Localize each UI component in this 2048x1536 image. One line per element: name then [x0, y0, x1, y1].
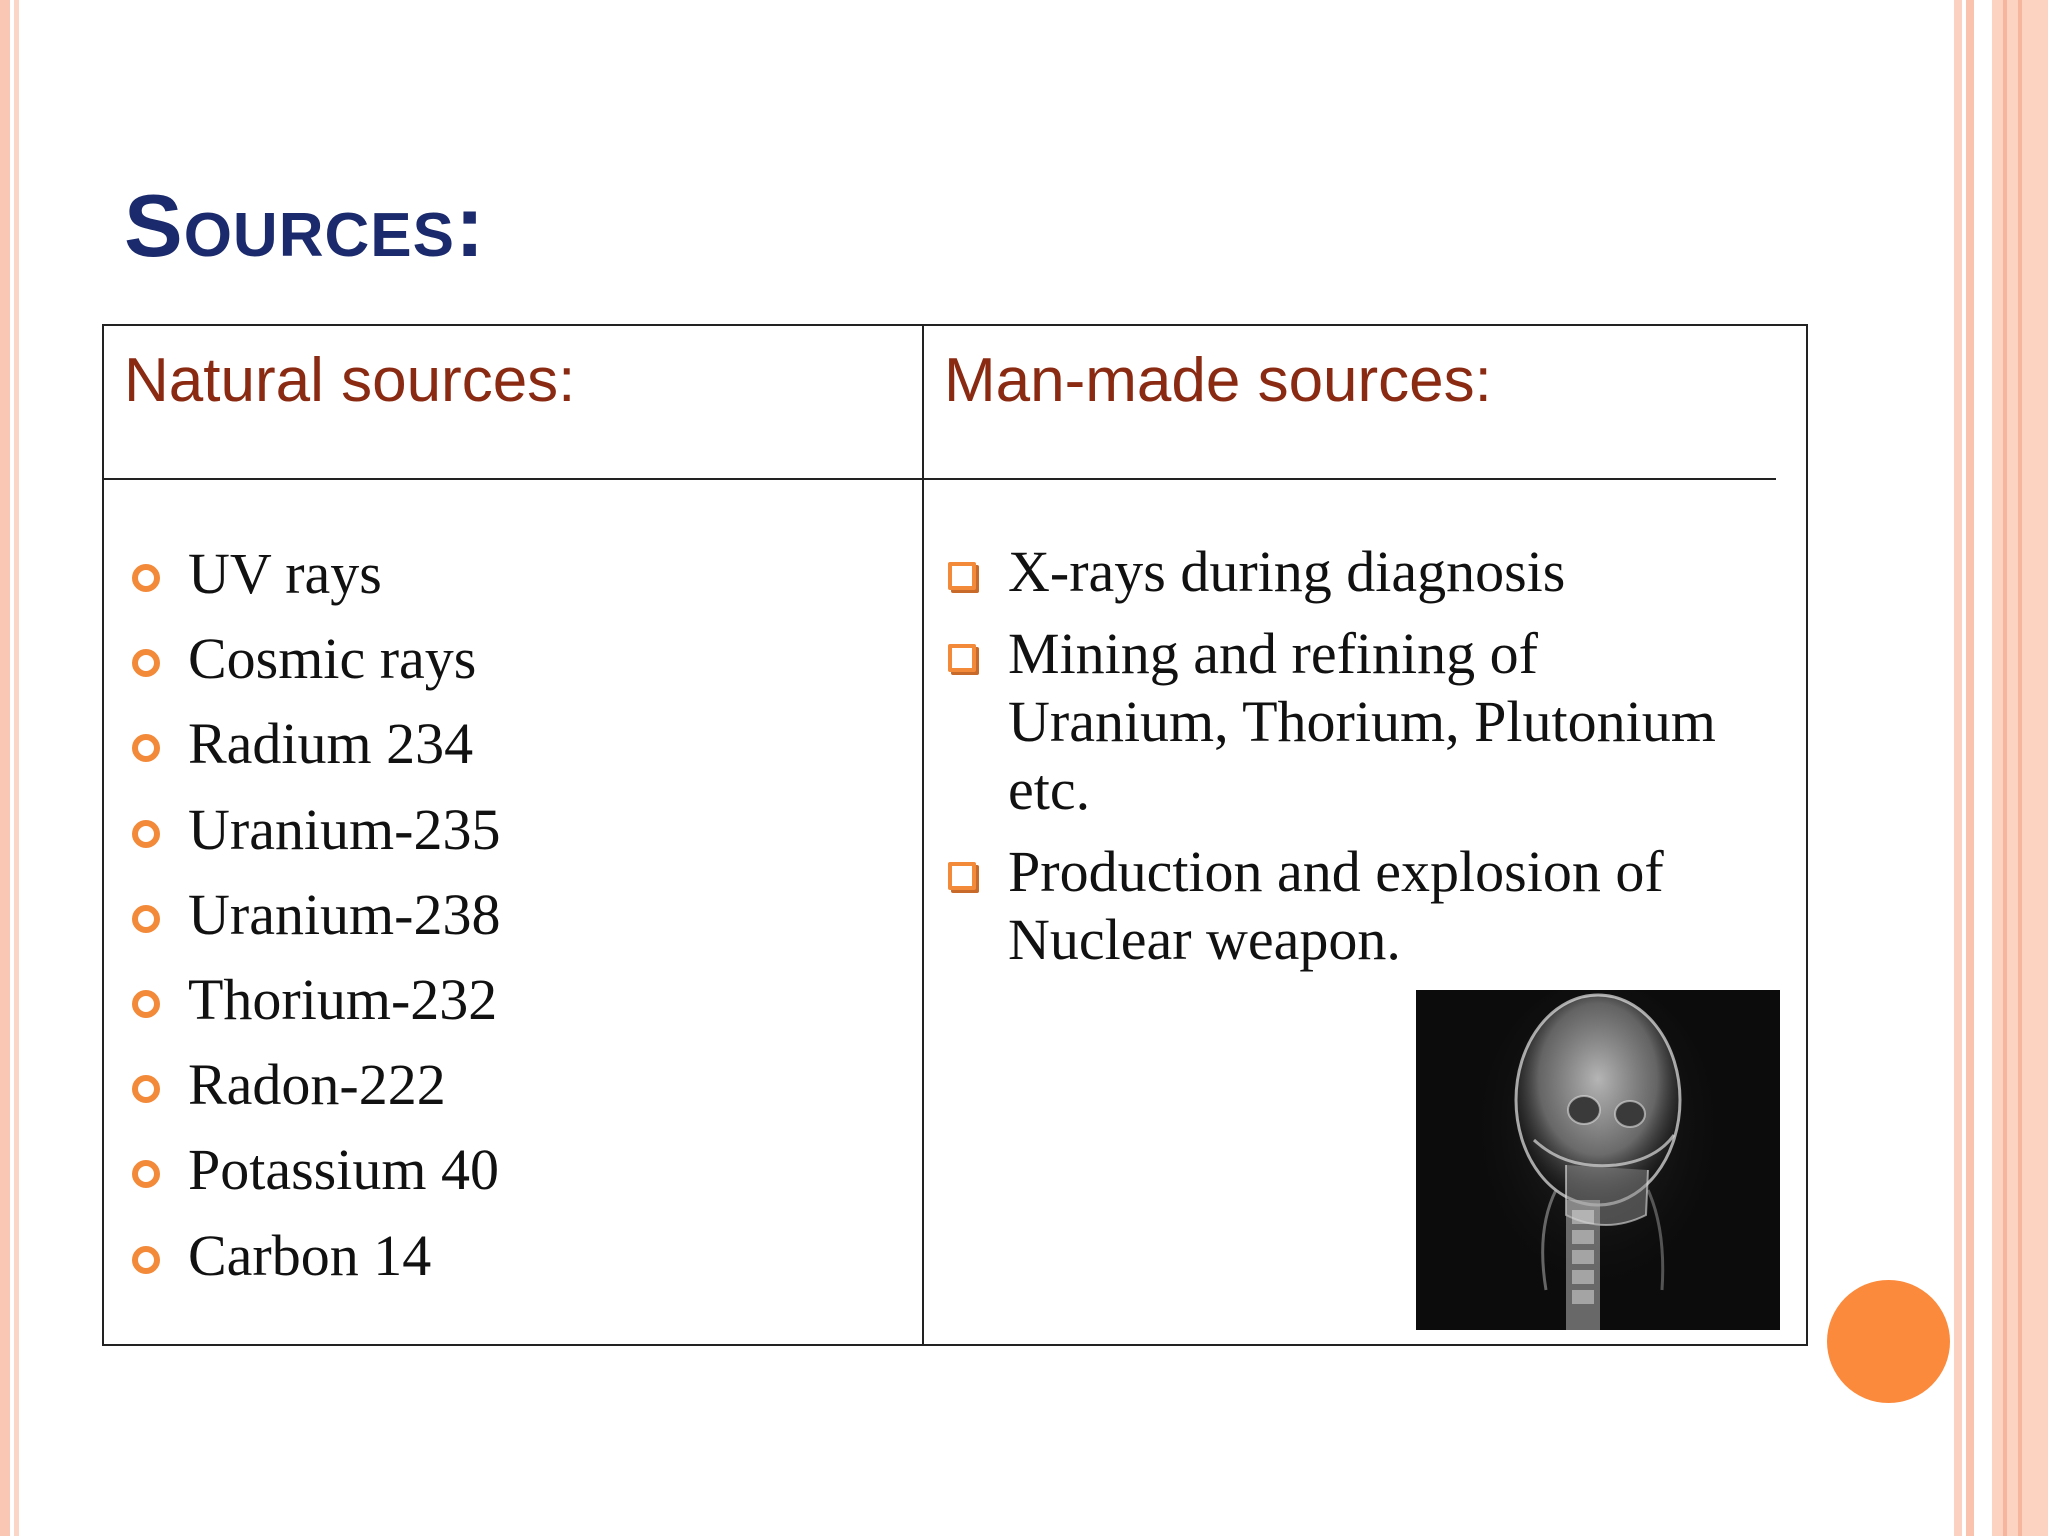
checkbox-bullet-icon	[948, 862, 976, 890]
list-item-text: Uranium-235	[188, 796, 501, 862]
list-item-text: Cosmic rays	[188, 626, 477, 692]
list-item	[946, 620, 1766, 824]
right-border-stripe	[1954, 0, 1962, 1536]
list-item	[124, 538, 501, 623]
list-item-text: Radon-222	[188, 1052, 446, 1118]
list-item	[124, 879, 501, 964]
list-item	[946, 838, 1766, 974]
list-item-text: UV rays	[188, 541, 382, 606]
ring-bullet-icon	[132, 1075, 160, 1103]
left-border-stripe-inner	[14, 0, 19, 1536]
ring-bullet-icon	[132, 1246, 160, 1274]
ring-bullet-icon	[132, 990, 160, 1018]
list-item-text: Thorium-232	[188, 966, 498, 1032]
list-item-text: Potassium 40	[188, 1137, 499, 1203]
list-item	[124, 708, 501, 793]
ring-bullet-icon	[132, 734, 160, 762]
list-item	[124, 1220, 501, 1305]
slide-title: Sources:	[124, 176, 486, 275]
decorative-circle	[1827, 1280, 1950, 1403]
header-divider	[104, 478, 1776, 480]
xray-skull-image	[1416, 990, 1780, 1330]
ring-bullet-icon	[132, 1160, 160, 1188]
right-border-stripe	[1966, 0, 1974, 1536]
list-item-text: Radium 234	[188, 711, 474, 777]
natural-sources-header: Natural sources:	[124, 346, 576, 415]
ring-bullet-icon	[132, 905, 160, 933]
list-item	[124, 794, 501, 879]
manmade-sources-list	[946, 538, 1766, 988]
checkbox-bullet-icon	[948, 562, 976, 590]
list-item	[124, 964, 501, 1049]
list-item	[124, 623, 501, 708]
list-item-text: Mining and refining of Uranium, Thorium, Plutonium etc.	[1008, 621, 1716, 822]
manmade-sources-header: Man-made sources:	[944, 346, 1492, 415]
natural-sources-list	[124, 538, 501, 1305]
list-item-text: Uranium-238	[188, 881, 501, 947]
right-border-line	[2003, 0, 2007, 1536]
list-item-text: Production and explosion of Nuclear weapon.	[1008, 839, 1664, 972]
ring-bullet-icon	[132, 649, 160, 677]
right-border-line	[2018, 0, 2022, 1536]
list-item	[124, 1134, 501, 1219]
list-item	[124, 1049, 501, 1134]
ring-bullet-icon	[132, 564, 160, 592]
list-item-text: X-rays during diagnosis	[1008, 539, 1566, 604]
ring-bullet-icon	[132, 820, 160, 848]
checkbox-bullet-icon	[948, 644, 976, 672]
left-border-stripe	[0, 0, 10, 1536]
list-item-text: Carbon 14	[188, 1222, 432, 1288]
list-item	[946, 538, 1766, 606]
